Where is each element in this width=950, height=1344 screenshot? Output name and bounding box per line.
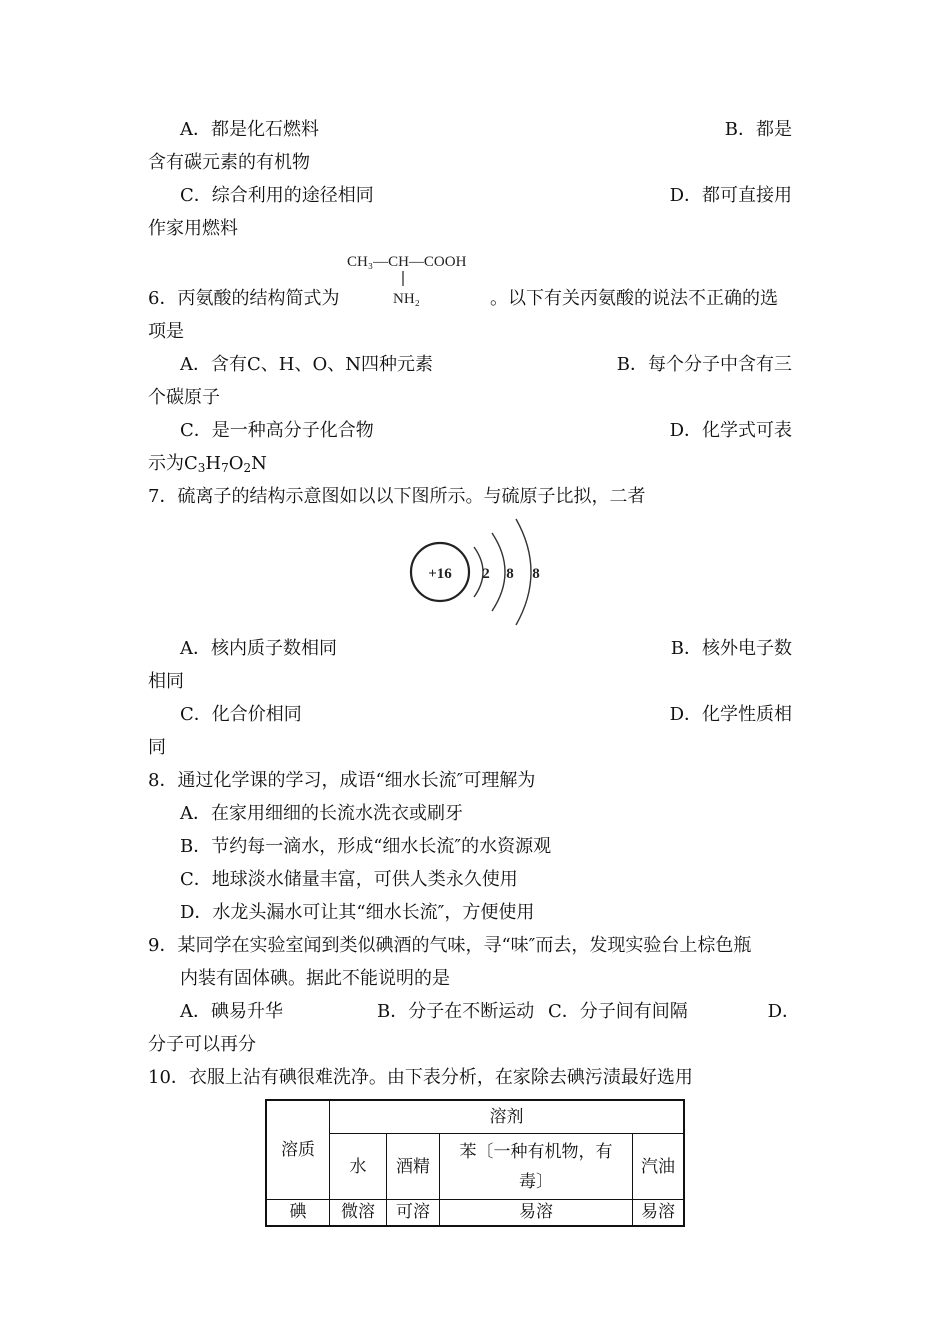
q6-stem-tail: 项是	[148, 321, 184, 342]
q8-option-d: D．水龙头漏水可让其“细水长流″，方便使用	[180, 902, 535, 923]
q8-option-c: C．地球淡水储量丰富，可供人类永久使用	[180, 869, 518, 890]
q6-option-d-cont: 示为$C_3H_7O_2N$	[148, 453, 267, 475]
electron-shell-2	[492, 533, 505, 611]
q8-stem: 8．通过化学课的学习，成语“细水长流″可理解为	[148, 770, 536, 791]
q6-stem-cont: 。以下有关丙氨酸的说法不正确的选	[490, 288, 778, 309]
q5-option-d-cont: 作家用燃料	[148, 218, 238, 239]
solvent-alcohol: 酒精	[387, 1134, 440, 1200]
q6-option-c: C．是一种高分子化合物	[180, 420, 374, 441]
q5-option-b: B．都是	[724, 119, 792, 140]
solvent-benzene: 苯〔一种有机物，有毒〕	[440, 1134, 633, 1200]
sulfide-ion-structure-diagram	[400, 515, 560, 630]
cell-water: 微溶	[330, 1200, 387, 1226]
header-solvent: 溶剂	[330, 1100, 685, 1134]
formula-amino-group: NH₂	[393, 291, 420, 307]
solvent-water: 水	[330, 1134, 387, 1200]
cell-gasoline: 易溶	[633, 1200, 685, 1226]
q10-stem: 10．衣服上沾有碘很难洗净。由下表分析，在家除去碘污渍最好选用	[148, 1067, 693, 1088]
q7-option-b: B．核外电子数	[670, 638, 792, 659]
cell-benzene: 易溶	[440, 1200, 633, 1226]
nucleus-charge: +16	[428, 566, 452, 582]
formula-main-chain: CH₃—CH—COOH	[347, 254, 467, 270]
q9-stem: 9．某同学在实验室闻到类似碘酒的气味，寻“味″而去，发现实验台上棕色瓶	[148, 935, 752, 956]
q9-option-a: A．碘易升华	[180, 1001, 283, 1022]
q6-stem: 6．丙氨酸的结构简式为	[148, 288, 340, 309]
shell-3-electrons: 8	[532, 566, 540, 582]
solvent-gasoline: 汽油	[633, 1134, 685, 1200]
q7-option-d-cont: 同	[148, 737, 166, 758]
shell-1-electrons: 2	[482, 566, 490, 582]
q9-option-d: D．	[767, 1001, 800, 1022]
q7-option-c: C．化合价相同	[180, 704, 302, 725]
electron-shell-3	[516, 519, 531, 625]
q7-option-d: D．化学性质相	[669, 704, 792, 725]
q5-option-c: C．综合利用的途径相同	[180, 185, 374, 206]
q5-option-a: A．都是化石燃料	[180, 119, 319, 140]
q9-option-c: C．分子间有间隔	[548, 1001, 688, 1022]
q8-option-a: A．在家用细细的长流水洗衣或刷牙	[180, 803, 463, 824]
q6-option-a: A．含有C、H、O、N四种元素	[180, 354, 433, 375]
q6-option-b: B．每个分子中含有三	[616, 354, 792, 375]
q8-option-b: B．节约每一滴水，形成“细水长流″的水资源观	[180, 836, 552, 857]
q7-option-b-cont: 相同	[148, 671, 184, 692]
q7-stem: 7．硫离子的结构示意图如以以下图所示。与硫原子比拟，二者	[148, 486, 646, 507]
solubility-table	[265, 1099, 685, 1227]
q5-option-b-cont: 含有碳元素的有机物	[148, 152, 310, 173]
header-solute: 溶质	[266, 1100, 330, 1200]
row-label-iodine: 碘	[266, 1200, 330, 1226]
alanine-structure-formula	[345, 246, 495, 308]
q9-option-b: B．分子在不断运动	[377, 1001, 535, 1022]
q5-option-d: D．都可直接用	[669, 185, 792, 206]
cell-alcohol: 可溶	[387, 1200, 440, 1226]
q9-option-d-cont: 分子可以再分	[148, 1034, 256, 1055]
q9-stem-cont: 内装有固体碘。据此不能说明的是	[180, 968, 450, 989]
q6-option-d: D．化学式可表	[669, 420, 792, 441]
q7-option-a: A．核内质子数相同	[180, 638, 337, 659]
shell-2-electrons: 8	[506, 566, 514, 582]
q6-option-b-cont: 个碳原子	[148, 387, 220, 408]
